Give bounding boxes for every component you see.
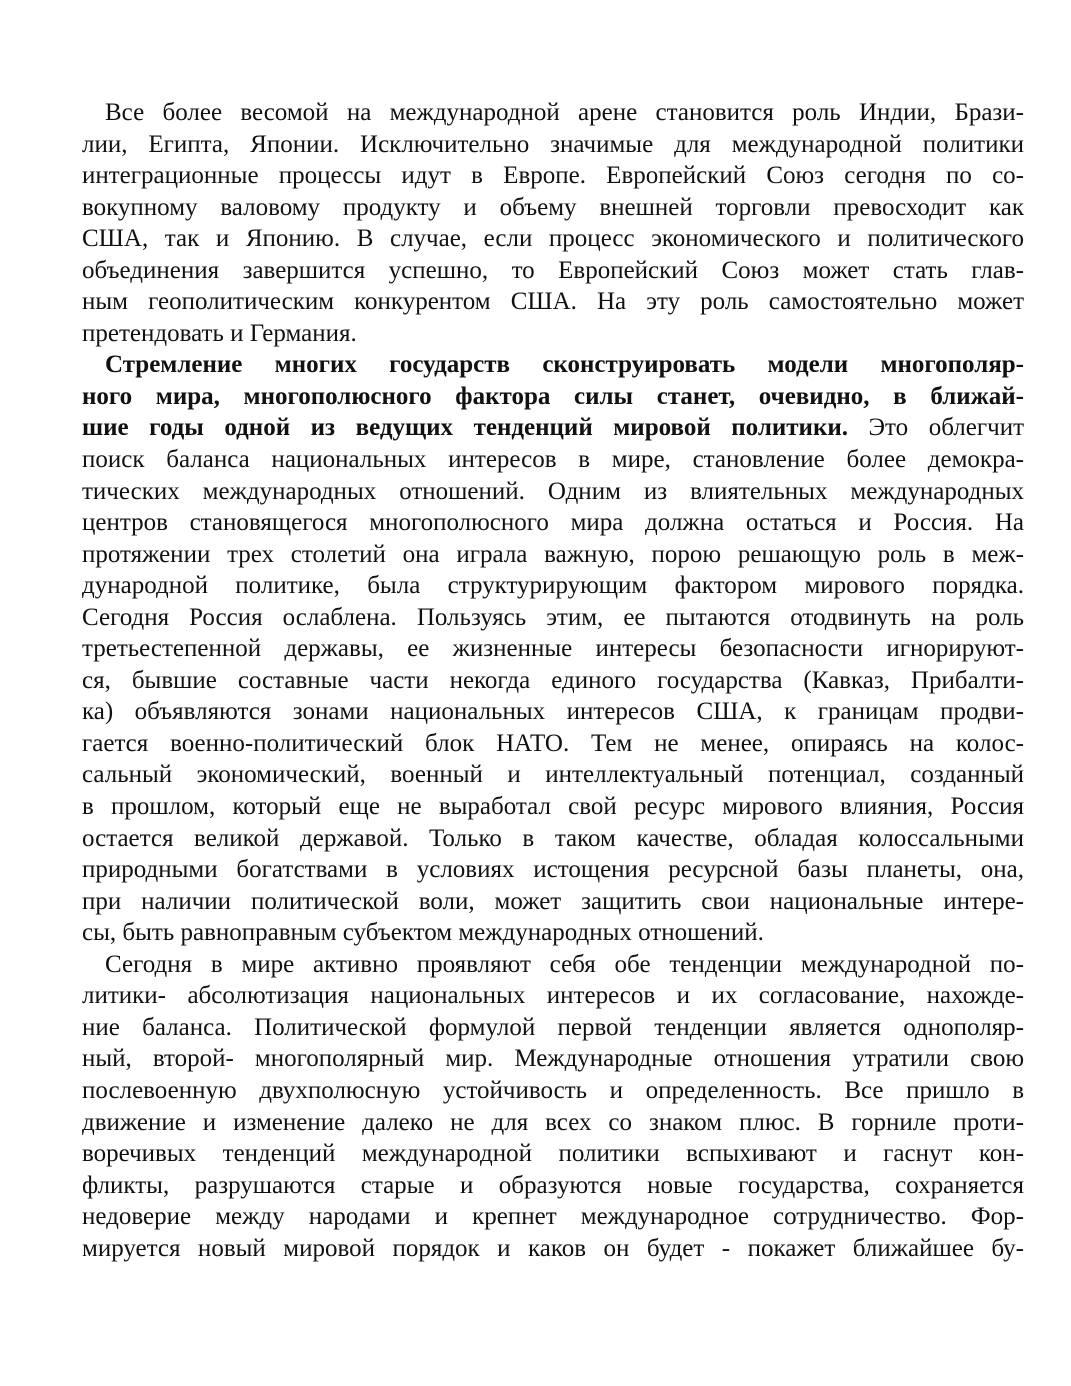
text-line [82,633,1024,665]
text-line [82,602,1024,634]
text-span: интеграционные процессы идут в Европе. Европейский Союз сегодня по со- [82,162,1024,190]
text-span: природными богатствами в условиях истощения ресурсной базы планеты, она, [82,856,1024,884]
text-span: претендовать и Германия. [82,319,357,347]
text-span: Это облегчит [848,414,1024,442]
text-line [82,696,1024,728]
text-line [82,759,1024,791]
text-span: Все более весомой на международной арене становится роль Индии, Брази- [105,99,1024,126]
text-line [82,1201,1024,1233]
text-line [82,318,1024,350]
text-span: объединения завершится успешно, то Европейский Союз может стать глав- [82,256,1024,284]
text-line [82,823,1024,855]
text-line [82,129,1024,161]
text-line [82,97,1024,129]
text-span: ся, бывшие составные части некогда единого государства (Кавказ, Прибалти- [82,666,1024,694]
text-line [82,665,1024,697]
text-line [82,949,1024,981]
text-line [82,223,1024,255]
paragraph-1 [82,97,1024,349]
text-span: третьестепенной державы, ее жизненные интересы безопасности игнорируют- [82,635,1024,663]
text-line [82,854,1024,886]
paragraph-3 [82,949,1024,1264]
text-line [82,728,1024,760]
text-span: фликты, разрушаются старые и образуются новые государства, сохраняется [82,1171,1024,1199]
text-span: США, так и Японию. В случае, если процесс экономического и политического [82,225,1024,253]
text-line [82,1012,1024,1044]
text-span: ный, второй- многополярный мир. Международные отношения утратили свою [82,1045,1024,1073]
text-span: ным геополитическим конкурентом США. На эту роль самостоятельно может [82,288,1024,316]
document-page [82,97,1024,1264]
text-line [82,286,1024,318]
text-span: лии, Египта, Японии. Исключительно значимые для международной политики [82,130,1024,158]
text-line [82,1107,1024,1139]
text-line [82,1075,1024,1107]
text-span: дународной политике, была структурирующим фактором мирового порядка. [82,572,1024,600]
text-span: поиск баланса национальных интересов в мире, становление более демокра- [82,446,1024,474]
bold-text-span: Стремление многих государств сконструировать модели многополяр- [105,351,1024,379]
text-span: при наличии политической воли, может защитить свои национальные интере- [82,887,1024,915]
text-span: ка) объявляются зонами национальных интересов США, к границам продви- [82,698,1024,726]
text-span: Сегодня в мире активно проявляют себя обе тенденции международной по- [105,950,1024,978]
text-span: сы, быть равноправным субъектом международных отношений. [82,919,764,947]
text-line [82,412,1024,444]
text-line [82,886,1024,918]
text-span: в прошлом, который еще не выработал свой ресурс мирового влияния, Россия [82,793,1024,821]
text-span: послевоенную двухполюсную устойчивость и определенность. Все пришло в [82,1076,1024,1104]
text-span: сальный экономический, военный и интеллектуальный потенциал, созданный [82,761,1024,789]
text-span: мируется новый мировой порядок и каков он будет - покажет ближайшее бу- [82,1234,1024,1262]
text-line [82,1138,1024,1170]
text-line [82,917,1024,949]
text-line [82,539,1024,571]
text-span: центров становящегося многополюсного мира должна остаться и Россия. На [82,509,1024,537]
text-line [82,1170,1024,1202]
text-line [82,192,1024,224]
bold-text-span: шие годы одной из ведущих тенденций мировой политики. [82,414,849,442]
text-span: Сегодня Россия ослаблена. Пользуясь этим, ее пытаются отодвинуть на роль [82,603,1024,631]
text-span: остается великой державой. Только в таком качестве, обладая колоссальными [82,824,1024,852]
text-span: литики- абсолютизация национальных интересов и их согласование, нахожде- [82,982,1024,1010]
text-line [82,791,1024,823]
text-line [82,444,1024,476]
text-span: воречивых тенденций международной политики вспыхивают и гаснут кон- [82,1140,1024,1168]
text-span: движение и изменение далеко не для всех со знаком плюс. В горниле проти- [82,1108,1024,1136]
text-line [82,980,1024,1012]
text-line [82,160,1024,192]
text-span: гается военно-политический блок НАТО. Тем не менее, опираясь на колос- [82,729,1024,757]
text-line [82,381,1024,413]
text-line [82,476,1024,508]
text-span: тических международных отношений. Одним из влиятельных международных [82,477,1024,505]
text-span: протяжении трех столетий она играла важную, порою решающую роль в меж- [82,540,1024,568]
text-line [82,255,1024,287]
text-line [82,349,1024,381]
text-line [82,507,1024,539]
paragraph-2 [82,349,1024,948]
text-line [82,570,1024,602]
text-line [82,1043,1024,1075]
text-line [82,1233,1024,1265]
text-span: вокупному валовому продукту и объему внешней торговли превосходит как [82,193,1024,221]
text-span: ние баланса. Политической формулой первой тенденции является однополяр- [82,1013,1024,1041]
bold-text-span: ного мира, многополюсного фактора силы станет, очевидно, в ближай- [82,382,1024,410]
text-span: недоверие между народами и крепнет международное сотрудничество. Фор- [82,1203,1024,1231]
